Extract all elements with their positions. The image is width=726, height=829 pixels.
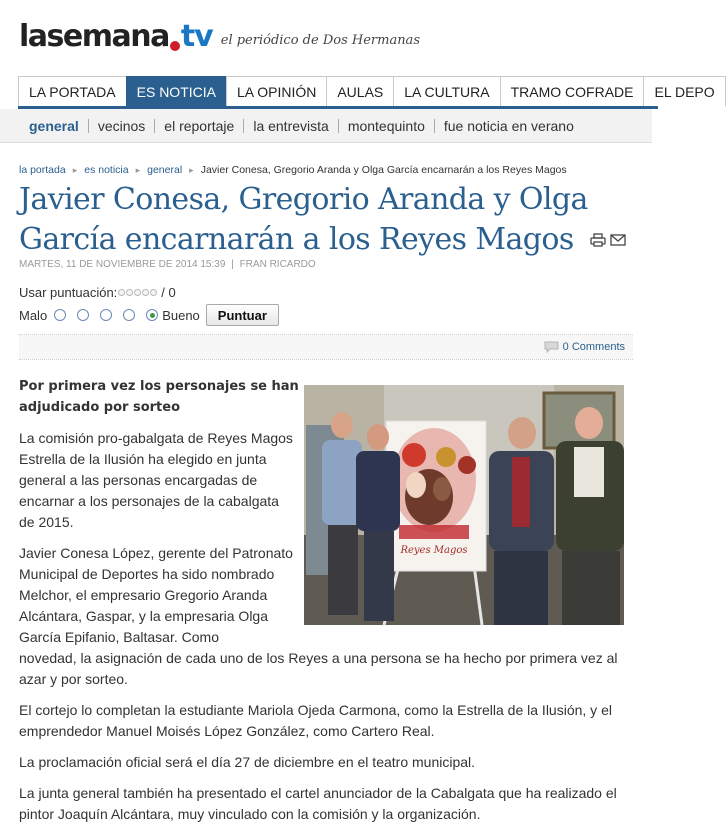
email-icon[interactable] [610,233,626,247]
article-paragraph: Javier Conesa López, gerente del Patronato Municipal de Deportes ha sido nombrado Melchor, el empresario Gregorio Aranda Alcántara, Gaspar, y la empresaria Olga García Epifanio, Baltasar. Como [19,545,293,645]
rating-radio-4[interactable] [123,309,135,321]
rating-radio-5[interactable] [146,309,158,321]
rating-radio-3[interactable] [100,309,112,321]
chevron-right-icon: ▸ [135,164,141,175]
subnav-divider [243,119,244,133]
article-tools [590,233,626,247]
article-paragraph-continued: novedad, la asignación de cada uno de los Reyes a una persona se ha hecho por primera vez al azar y por sorteo. [19,650,618,687]
rating-low-label: Malo [19,307,48,323]
subnav-divider [434,119,435,133]
nav-item-la-portada[interactable]: LA PORTADA [18,76,127,106]
breadcrumb-link-la-portada[interactable]: la portada [19,164,66,176]
breadcrumb [19,164,567,176]
chevron-right-icon: ▸ [72,164,78,175]
subnav-item-la-entrevista[interactable]: la entrevista [253,117,329,134]
meta-separator: | [231,259,234,270]
article-photo[interactable] [304,385,624,625]
site-tagline: el periódico de Dos Hermanas [220,33,420,48]
breadcrumb-current: Javier Conesa, Gregorio Aranda y Olga García encarnarán a los Reyes Magos [200,164,567,176]
rating-radio-1[interactable] [54,309,66,321]
article-paragraph: La proclamación oficial será el día 27 de diciembre en el teatro municipal. [19,754,476,770]
rating-stars-icon [118,289,157,296]
rating-summary [19,285,176,300]
subnav-item-vecinos[interactable]: vecinos [97,117,146,134]
breadcrumb-link-general[interactable]: general [147,164,183,176]
divider [19,359,633,360]
rating-label: Usar puntuación: [19,285,118,300]
nav-item-es-noticia[interactable]: ES NOTICIA [126,76,227,106]
subnav-item-el-reportaje[interactable]: el reportaje [164,117,235,134]
article-meta [19,259,316,270]
subnav-item-general[interactable]: general [29,117,79,134]
article-paragraph: El cortejo lo completan la estudiante Mariola Ojeda Carmona, como la Estrella de la Ilusión, y el emprendedor Manuel Moisés López González, como Cartero Real. [19,702,612,739]
rating-high-label: Bueno [162,307,200,323]
breadcrumb-link-es-noticia[interactable]: es noticia [84,164,129,176]
comments-link[interactable]: 0 Comments [562,341,625,353]
subnav-divider [88,119,89,133]
rating-score: / 0 [161,285,176,300]
article-author: FRAN RICARDO [239,259,316,270]
sub-nav [0,109,652,143]
site-logo[interactable] [19,14,420,54]
article-paragraph: La junta general también ha presentado el cartel anunciador de la Cabalgata que ha realizado el pintor Joaquín Alcántara, muy vinculado con la comisión y la organización. [19,785,617,822]
logo-tv-text: tv [180,19,213,54]
subnav-item-fue-noticia-en-verano[interactable]: fue noticia en verano [443,117,574,134]
subnav-divider [338,119,339,133]
article-date: MARTES, 11 DE NOVIEMBRE DE 2014 15:39 [19,259,226,270]
chevron-right-icon: ▸ [189,164,194,175]
article-paragraph: La comisión pro-gabalgata de Reyes Magos Estrella de la Ilusión ha elegido en junta general a las personas encargadas de encarnar a los personajes de la cabalgata de 2015. [19,430,293,530]
print-icon[interactable] [590,233,606,247]
rating-form [19,304,279,326]
nav-item-el-deporte[interactable]: EL DEPO [643,76,725,106]
logo-dot-icon [170,41,180,51]
logo-text: lasemana [19,19,169,54]
comments-bar [19,335,633,359]
nav-item-la-opinion[interactable]: LA OPINIÓN [226,76,327,106]
comment-bubble-icon [544,341,559,353]
article-title: Javier Conesa, Gregorio Aranda y Olga García encarnarán a los Reyes Magos [19,182,588,257]
rating-radio-2[interactable] [77,309,89,321]
nav-item-la-cultura[interactable]: LA CULTURA [393,76,500,106]
group-photo-image [304,385,624,625]
vote-button[interactable]: Puntuar [206,304,279,326]
nav-item-tramo-cofrade[interactable]: TRAMO COFRADE [500,76,645,106]
main-nav [18,76,715,109]
nav-item-aulas[interactable]: AULAS [326,76,394,106]
poster-caption: Reyes Magos [400,545,468,556]
subnav-divider [154,119,155,133]
article-lead: Por primera vez los personajes se han adjudicado por sorteo [19,379,299,415]
subnav-item-montequinto[interactable]: montequinto [347,117,425,134]
